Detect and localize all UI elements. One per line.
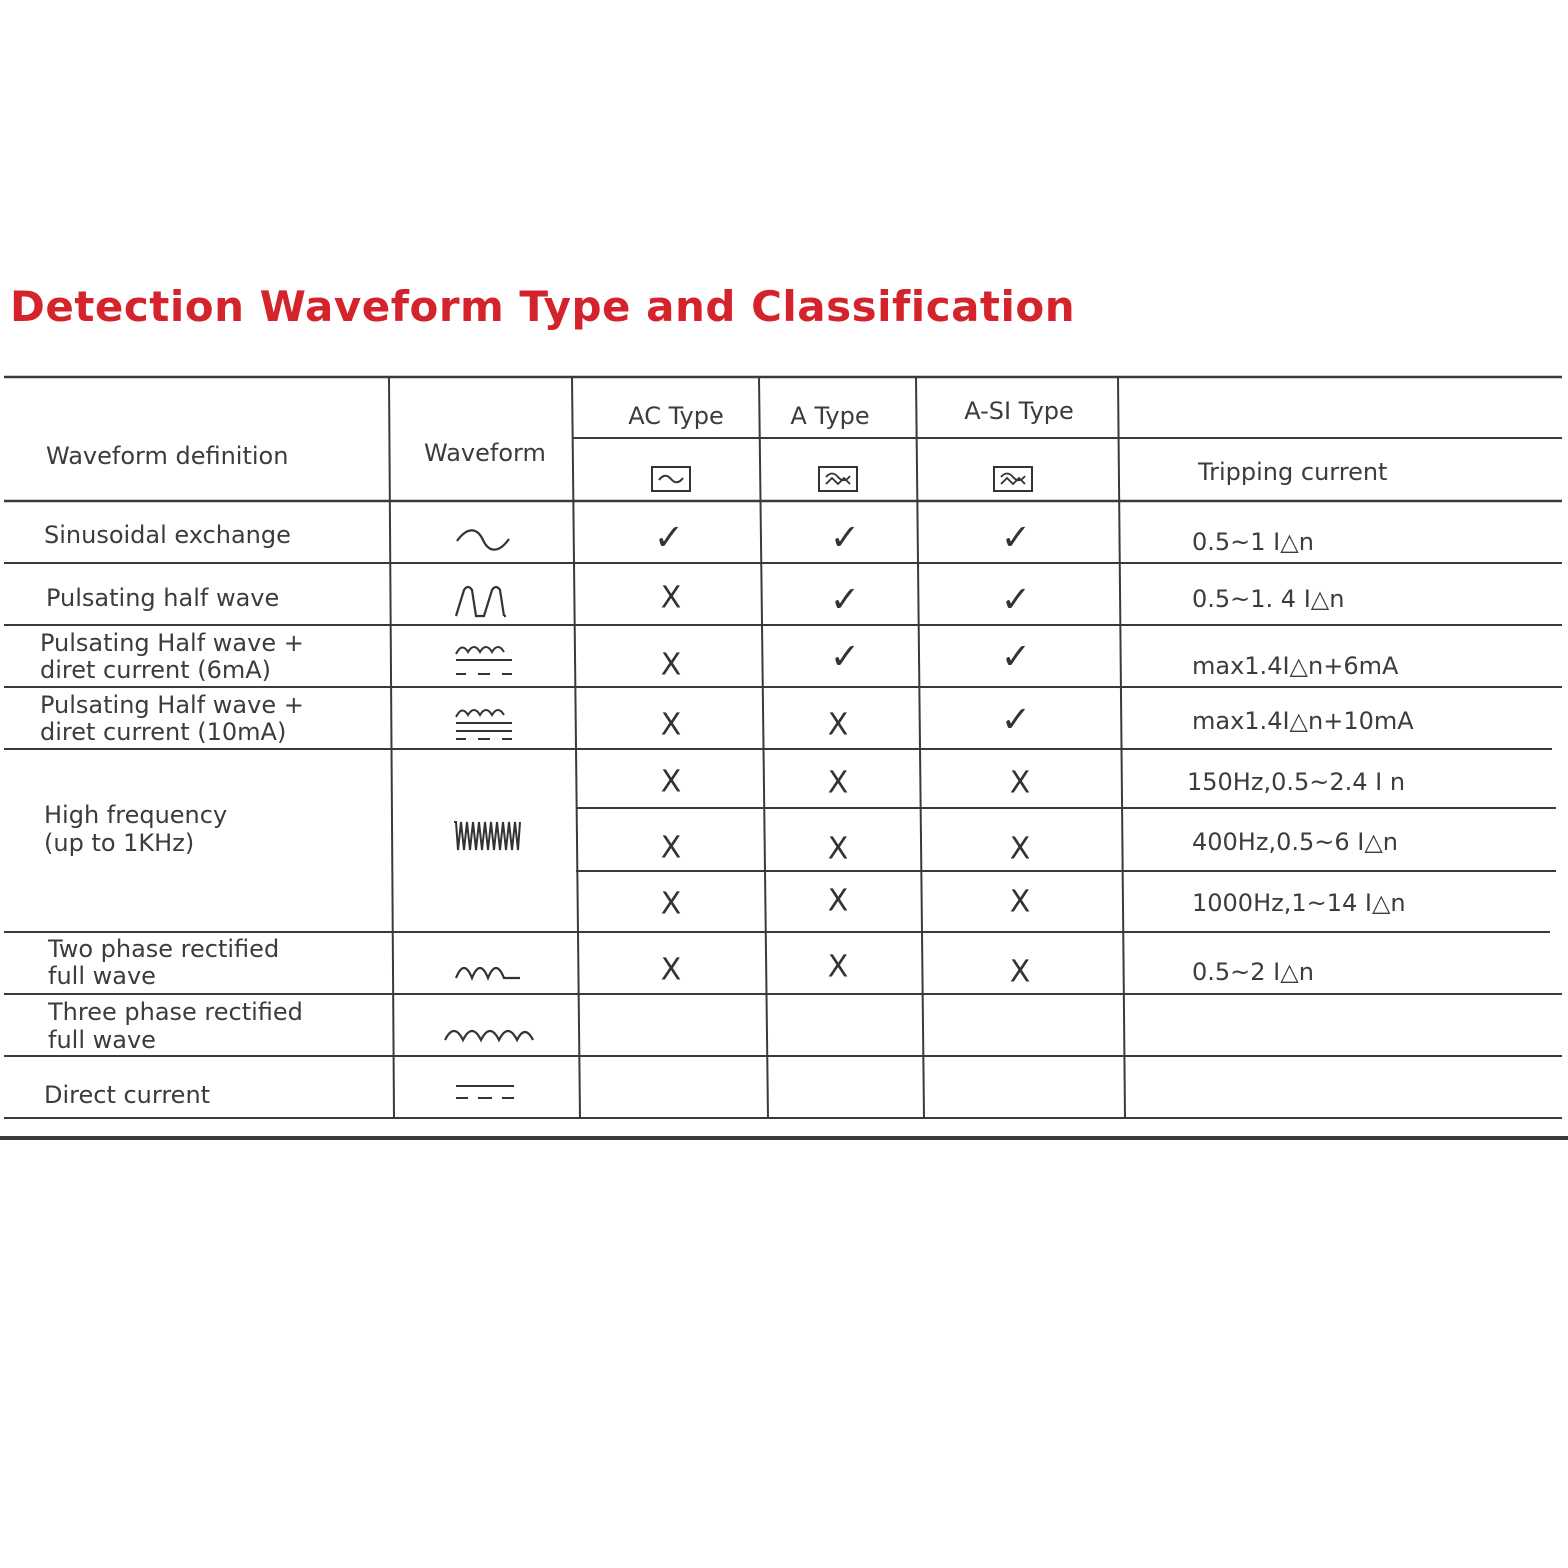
sine-wave-icon — [455, 527, 511, 553]
tripping-current-value: 0.5~2 I△n — [1192, 958, 1314, 986]
row-definition-detail: diret current (6mA) — [40, 656, 272, 684]
a-type-mark: ✓ — [829, 517, 861, 559]
asi-type-mark: X — [1009, 884, 1031, 920]
header-waveform: Waveform — [424, 439, 546, 467]
tripping-current-value: 0.5~1. 4 I△n — [1192, 585, 1345, 613]
row-definition: Pulsating half wave — [46, 584, 280, 612]
a-type-mark: ✓ — [829, 579, 861, 621]
a-type-mark: X — [827, 707, 849, 743]
ac-type-mark: X — [660, 952, 682, 988]
row-definition: Two phase rectified — [48, 935, 280, 963]
row-definition-detail: (up to 1KHz) — [44, 829, 195, 857]
ac-type-mark: X — [660, 647, 682, 683]
row-definition-detail: full wave — [48, 962, 156, 990]
tripping-current-value: max1.4I△n+6mA — [1192, 652, 1399, 680]
three-phase-rectified-icon — [443, 1020, 535, 1044]
two-phase-rectified-icon — [454, 958, 524, 982]
asi-type-mark: ✓ — [1000, 636, 1032, 678]
tripping-current-value: 0.5~1 I△n — [1192, 528, 1314, 556]
ac-type-mark: X — [660, 580, 682, 616]
a-type-mark: X — [827, 831, 849, 867]
header-ac-type: AC Type — [628, 402, 724, 430]
header-a-type: A Type — [790, 402, 870, 430]
a-type-mark: X — [827, 949, 849, 985]
a-type-symbol-icon — [818, 466, 858, 492]
a-type-mark: X — [827, 765, 849, 801]
half-wave-plus-dc-icon — [454, 640, 514, 678]
tripping-current-value: 1000Hz,1~14 I△n — [1192, 889, 1406, 917]
a-type-mark: X — [827, 883, 849, 919]
ac-type-symbol-icon — [651, 466, 691, 492]
a-type-mark: ✓ — [829, 636, 861, 678]
tripping-current-value: 400Hz,0.5~6 I△n — [1192, 828, 1399, 856]
column-divider — [759, 377, 768, 1118]
pulsating-half-wave-icon — [454, 584, 514, 618]
row-definition: Three phase rectified — [48, 998, 303, 1026]
header-asi-type: A-SI Type — [964, 397, 1074, 425]
column-divider — [1118, 377, 1125, 1118]
column-divider — [572, 377, 580, 1118]
column-divider — [916, 377, 924, 1118]
half-wave-plus-dc-icon — [454, 703, 514, 741]
ac-type-mark: ✓ — [653, 517, 685, 559]
header-tripping-current: Tripping current — [1198, 458, 1388, 486]
row-definition-detail: diret current (10mA) — [40, 718, 287, 746]
row-definition: Pulsating Half wave + — [40, 629, 304, 657]
row-definition-detail: full wave — [48, 1026, 156, 1054]
row-definition: High frequency — [44, 801, 228, 829]
asi-type-mark: ✓ — [1000, 699, 1032, 741]
ac-type-mark: X — [660, 707, 682, 743]
row-definition: Pulsating Half wave + — [40, 691, 304, 719]
asi-type-mark: X — [1009, 831, 1031, 867]
page-title: Detection Waveform Type and Classification — [10, 282, 1076, 331]
high-frequency-wave-icon — [452, 818, 524, 854]
asi-type-mark: X — [1009, 765, 1031, 801]
row-definition: Sinusoidal exchange — [44, 521, 291, 549]
ac-type-mark: X — [660, 830, 682, 866]
ac-type-mark: X — [660, 764, 682, 800]
row-definition: Direct current — [44, 1081, 211, 1109]
tripping-current-value: max1.4I△n+10mA — [1192, 707, 1414, 735]
column-divider — [389, 377, 394, 1118]
asi-type-mark: ✓ — [1000, 517, 1032, 559]
ac-type-mark: X — [660, 886, 682, 922]
tripping-current-value: 150Hz,0.5~2.4 I n — [1187, 768, 1406, 796]
direct-current-icon — [454, 1082, 516, 1104]
asi-type-mark: X — [1009, 954, 1031, 990]
asi-type-mark: ✓ — [1000, 579, 1032, 621]
asi-type-symbol-icon — [993, 466, 1033, 492]
header-waveform-definition: Waveform definition — [46, 442, 289, 470]
